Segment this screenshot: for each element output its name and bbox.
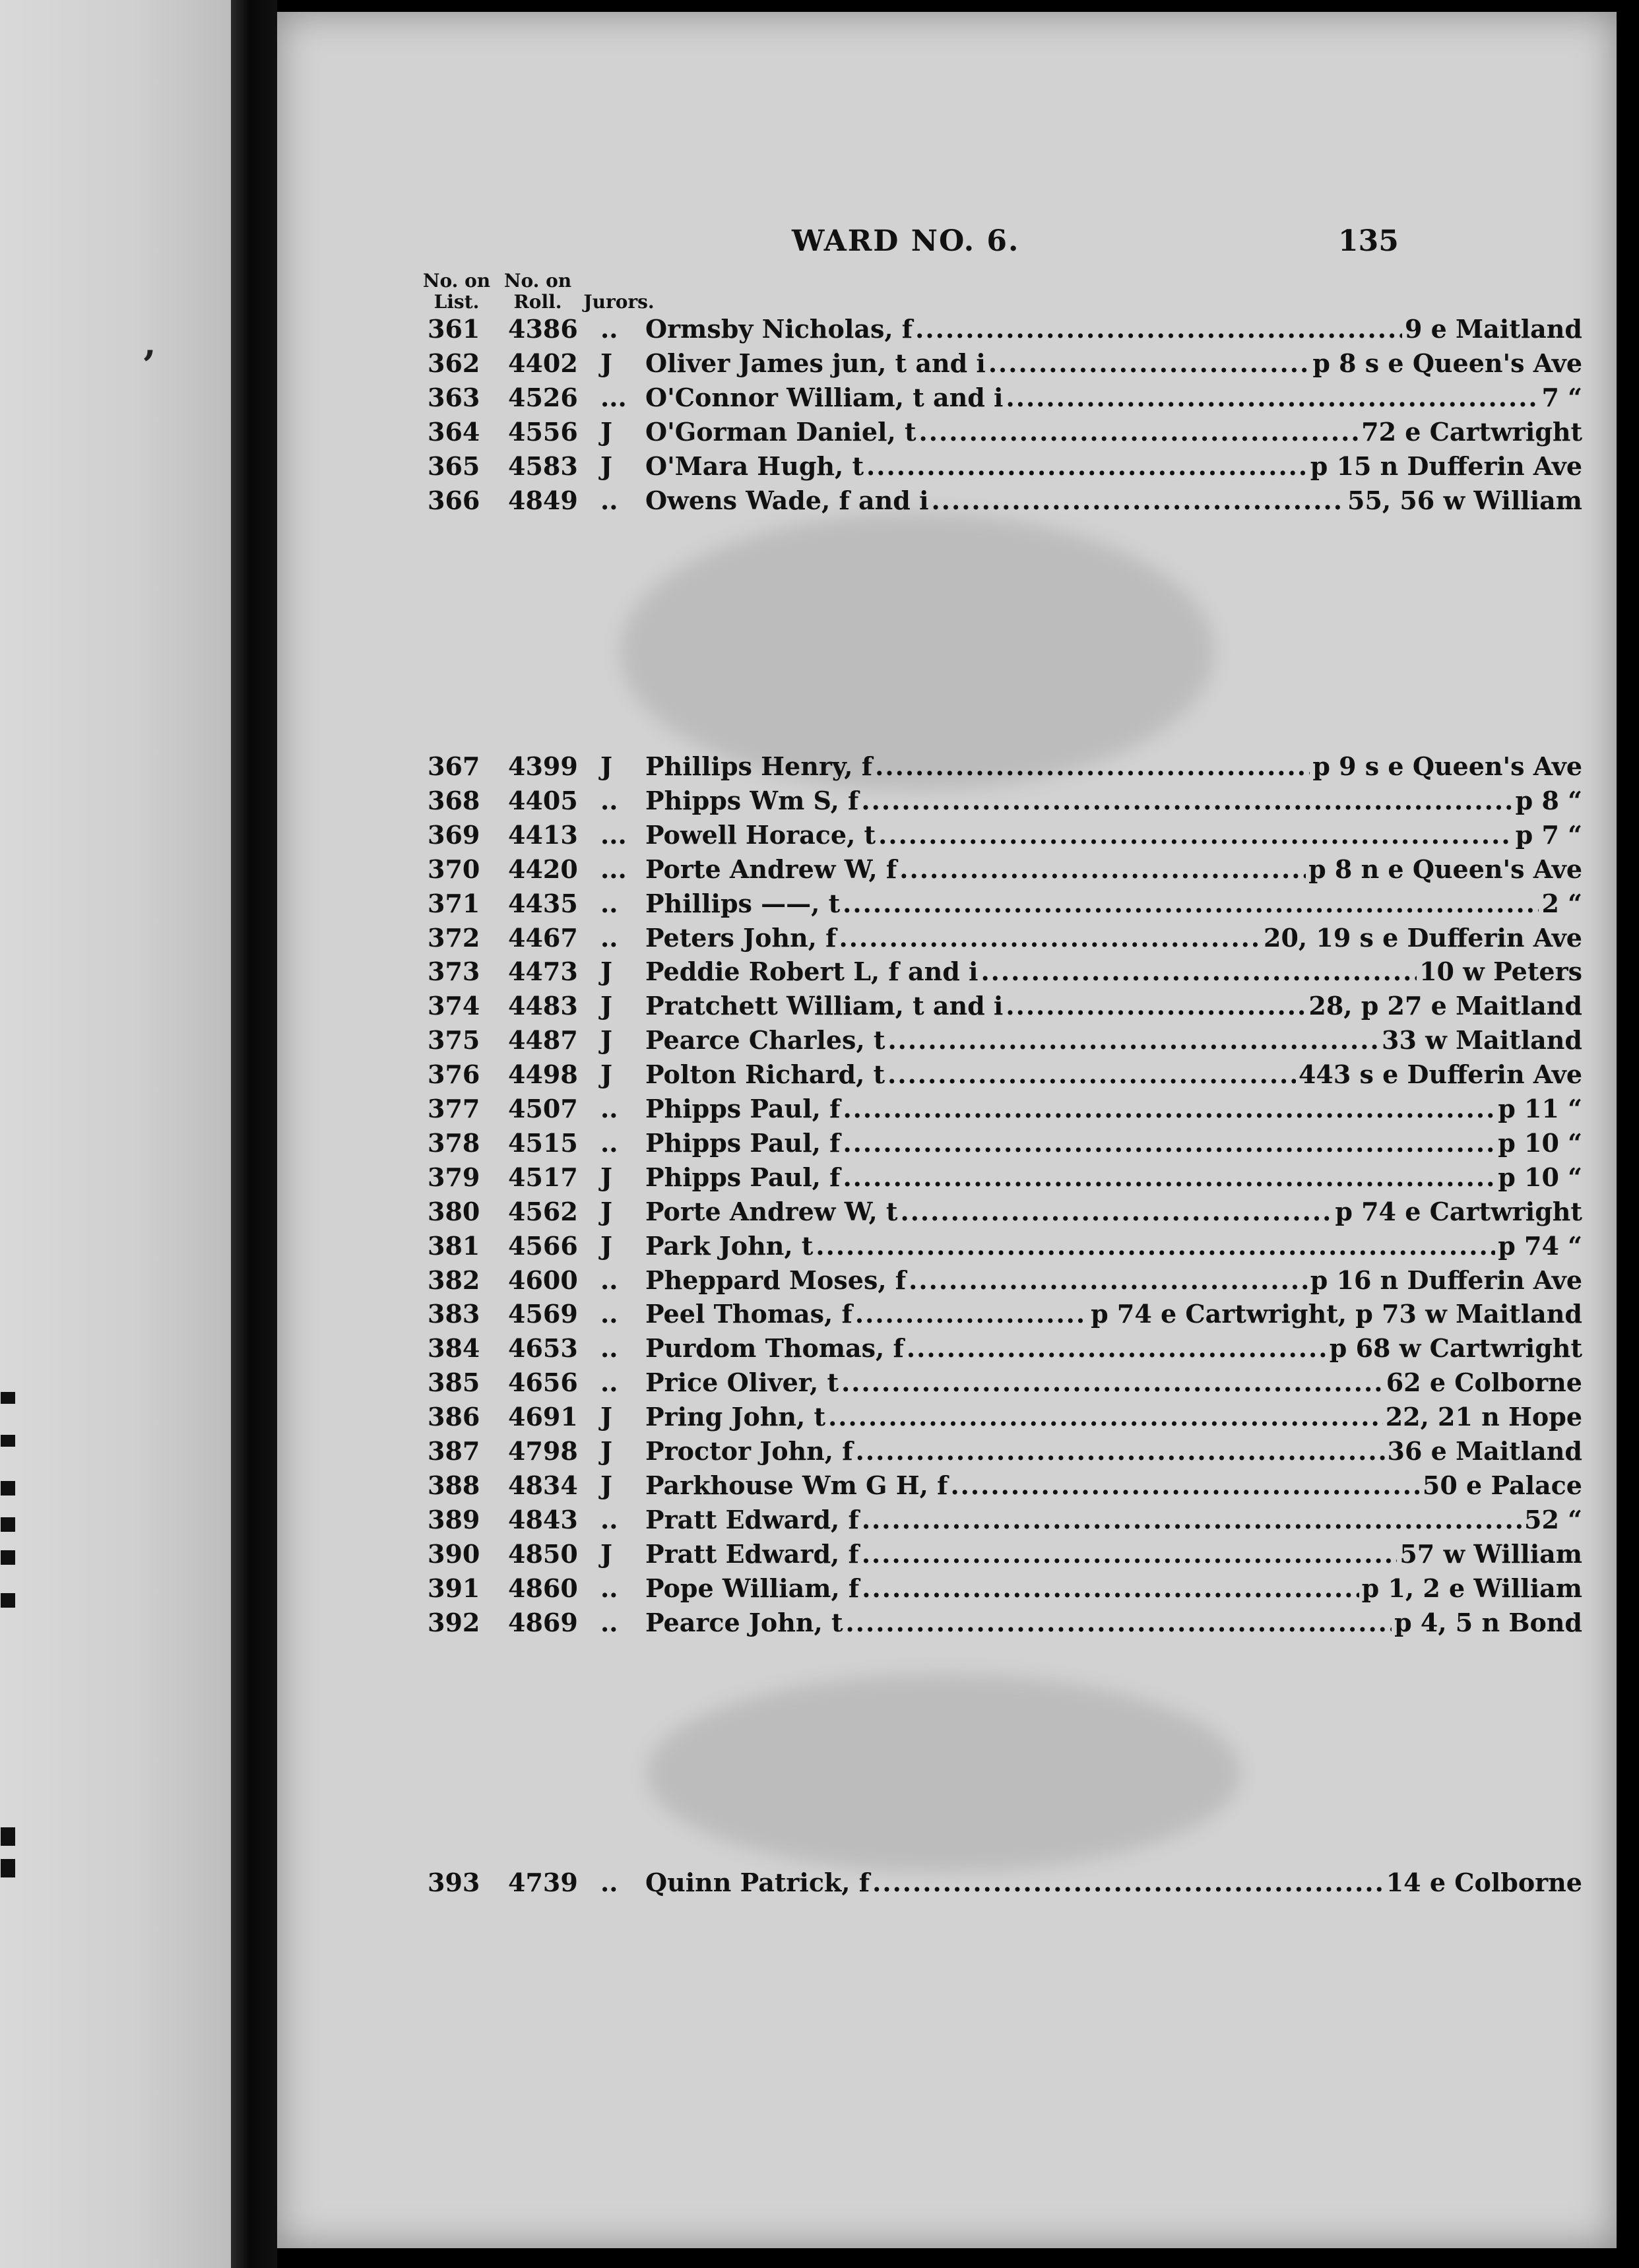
entry-text bbox=[645, 784, 1582, 818]
leader-dots bbox=[919, 415, 1359, 449]
leader-dots bbox=[846, 1606, 1392, 1640]
juror-mark: J bbox=[600, 751, 612, 781]
list-number: 364 bbox=[428, 416, 480, 447]
entry-text bbox=[645, 1263, 1582, 1298]
list-entry-row bbox=[277, 1297, 1617, 1331]
margin-mark bbox=[1, 1392, 15, 1404]
leader-dots bbox=[980, 955, 1417, 989]
list-number: 392 bbox=[428, 1607, 480, 1637]
entry-text bbox=[645, 818, 1582, 852]
person-name: Pheppard Moses, f bbox=[645, 1265, 907, 1295]
property-address: 55, 56 w William bbox=[1347, 485, 1582, 515]
leader-dots bbox=[988, 346, 1310, 381]
list-entry-row bbox=[277, 1331, 1617, 1366]
person-name: Peters John, f bbox=[645, 922, 837, 953]
column-header-roll: No. on Roll. bbox=[503, 270, 572, 313]
juror-mark: .. bbox=[600, 1573, 618, 1603]
list-entry-row bbox=[277, 921, 1617, 955]
roll-number: 4843 bbox=[508, 1504, 578, 1534]
list-number: 376 bbox=[428, 1059, 480, 1090]
property-address: 14 e Colborne bbox=[1386, 1868, 1582, 1897]
juror-mark: .. bbox=[600, 1868, 618, 1897]
roll-number: 4569 bbox=[508, 1299, 578, 1329]
property-address: 52 “ bbox=[1524, 1504, 1582, 1534]
roll-number: 4850 bbox=[508, 1538, 578, 1569]
person-name: Owens Wade, f and i bbox=[645, 485, 929, 515]
property-address: p 8 “ bbox=[1515, 785, 1582, 815]
property-address: 10 w Peters bbox=[1419, 957, 1582, 987]
entry-text bbox=[645, 1866, 1582, 1900]
list-entry-row bbox=[277, 818, 1617, 852]
list-entry-row bbox=[277, 1263, 1617, 1298]
leader-dots bbox=[856, 1434, 1385, 1468]
leader-dots bbox=[878, 818, 1513, 852]
person-name: Peddie Robert L, f and i bbox=[645, 957, 979, 987]
juror-mark: J bbox=[600, 1059, 612, 1090]
person-name: Quinn Patrick, f bbox=[645, 1868, 870, 1897]
property-address: p 8 s e Queen's Ave bbox=[1312, 348, 1582, 378]
list-entry-row bbox=[277, 1160, 1617, 1195]
list-entry-row bbox=[277, 1092, 1617, 1126]
leader-dots bbox=[866, 449, 1308, 484]
list-number: 388 bbox=[428, 1470, 480, 1500]
property-address: p 74 “ bbox=[1498, 1230, 1582, 1261]
roll-number: 4526 bbox=[508, 382, 578, 412]
juror-mark: J bbox=[600, 1436, 612, 1466]
entry-text bbox=[645, 484, 1582, 518]
entry-text bbox=[645, 346, 1582, 381]
roll-number: 4399 bbox=[508, 751, 578, 781]
person-name: Pratchett William, t and i bbox=[645, 991, 1004, 1021]
juror-mark: .. bbox=[600, 922, 618, 953]
margin-mark bbox=[1, 1859, 15, 1877]
page-number: 135 bbox=[1338, 224, 1399, 258]
juror-mark: .. bbox=[600, 1607, 618, 1637]
entry-text bbox=[645, 381, 1582, 415]
person-name: Proctor John, f bbox=[645, 1436, 853, 1466]
list-number: 385 bbox=[428, 1368, 480, 1398]
person-name: Phipps Wm S, f bbox=[645, 785, 859, 815]
entry-text bbox=[645, 955, 1582, 989]
list-number: 390 bbox=[428, 1538, 480, 1569]
entry-text bbox=[645, 415, 1582, 449]
roll-number: 4405 bbox=[508, 785, 578, 815]
roll-number: 4515 bbox=[508, 1127, 578, 1158]
list-number: 370 bbox=[428, 854, 480, 884]
leader-dots bbox=[900, 1195, 1332, 1229]
person-name: Phillips ——, t bbox=[645, 888, 841, 918]
property-address: p 11 “ bbox=[1498, 1094, 1582, 1123]
list-entry-row bbox=[277, 955, 1617, 989]
entry-text bbox=[645, 1434, 1582, 1468]
juror-mark: .. bbox=[600, 485, 618, 515]
list-entry-row bbox=[277, 1571, 1617, 1606]
list-entry-row bbox=[277, 1057, 1617, 1092]
juror-mark: .. bbox=[600, 1265, 618, 1295]
list-number: 389 bbox=[428, 1504, 480, 1534]
leader-dots bbox=[915, 312, 1402, 346]
list-number: 362 bbox=[428, 348, 480, 378]
entry-text bbox=[645, 1331, 1582, 1366]
property-address: 50 e Palace bbox=[1422, 1470, 1582, 1500]
property-address: p 10 “ bbox=[1498, 1127, 1582, 1158]
list-entry-row bbox=[277, 312, 1617, 346]
entry-text bbox=[645, 1092, 1582, 1126]
juror-mark: J bbox=[600, 1538, 612, 1569]
list-entry-row bbox=[277, 1468, 1617, 1503]
leader-dots bbox=[950, 1468, 1419, 1503]
list-number: 369 bbox=[428, 819, 480, 850]
roll-number: 4739 bbox=[508, 1868, 578, 1897]
roll-number: 4517 bbox=[508, 1162, 578, 1192]
entry-text bbox=[645, 1571, 1582, 1606]
list-number: 380 bbox=[428, 1196, 480, 1226]
list-number: 387 bbox=[428, 1436, 480, 1466]
property-address: 20, 19 s e Dufferin Ave bbox=[1264, 922, 1582, 953]
margin-mark bbox=[1, 1435, 15, 1447]
list-entry-row bbox=[277, 1606, 1617, 1640]
binding-thread-mark: ʼ bbox=[141, 343, 155, 389]
list-number: 367 bbox=[428, 751, 480, 781]
entry-text bbox=[645, 1400, 1582, 1434]
person-name: Pratt Edward, f bbox=[645, 1504, 859, 1534]
property-address: 443 s e Dufferin Ave bbox=[1298, 1059, 1582, 1090]
list-entry-row bbox=[277, 749, 1617, 784]
list-entry-row bbox=[277, 346, 1617, 381]
leader-dots bbox=[932, 484, 1345, 518]
roll-number: 4869 bbox=[508, 1607, 578, 1637]
left-page-edge bbox=[0, 0, 231, 2268]
entry-text bbox=[645, 1229, 1582, 1263]
list-entry-row bbox=[277, 1126, 1617, 1160]
leader-dots bbox=[828, 1400, 1383, 1434]
leader-dots bbox=[862, 1503, 1522, 1537]
roll-number: 4860 bbox=[508, 1573, 578, 1603]
entry-text bbox=[645, 1468, 1582, 1503]
column-header-jurors: Jurors. bbox=[583, 291, 655, 313]
property-address: 62 e Colborne bbox=[1386, 1368, 1582, 1398]
roll-number: 4402 bbox=[508, 348, 578, 378]
roll-number: 4507 bbox=[508, 1094, 578, 1123]
juror-mark: ... bbox=[600, 854, 627, 884]
roll-number: 4473 bbox=[508, 957, 578, 987]
list-entry-row bbox=[277, 989, 1617, 1023]
juror-mark: J bbox=[600, 1470, 612, 1500]
juror-mark: .. bbox=[600, 1504, 618, 1534]
juror-mark: .. bbox=[600, 888, 618, 918]
juror-mark: J bbox=[600, 1196, 612, 1226]
list-number: 366 bbox=[428, 485, 480, 515]
column-header-list: No. on List. bbox=[422, 270, 491, 313]
leader-dots bbox=[887, 1057, 1296, 1092]
property-address: 72 e Cartwright bbox=[1361, 416, 1582, 447]
list-number: 391 bbox=[428, 1573, 480, 1603]
entry-text bbox=[645, 1606, 1582, 1640]
juror-mark: .. bbox=[600, 314, 618, 344]
roll-number: 4798 bbox=[508, 1436, 578, 1466]
list-entry-row bbox=[277, 1023, 1617, 1057]
leader-dots bbox=[872, 1866, 1384, 1900]
roll-number: 4562 bbox=[508, 1196, 578, 1226]
juror-mark: ... bbox=[600, 382, 627, 412]
person-name: Phipps Paul, f bbox=[645, 1094, 841, 1123]
property-address: p 9 s e Queen's Ave bbox=[1312, 751, 1582, 781]
list-number: 361 bbox=[428, 314, 480, 344]
list-number: 372 bbox=[428, 922, 480, 953]
list-entry-row bbox=[277, 1866, 1617, 1900]
person-name: Peel Thomas, f bbox=[645, 1299, 852, 1329]
juror-mark: J bbox=[600, 1230, 612, 1261]
juror-mark: J bbox=[600, 957, 612, 987]
list-number: 373 bbox=[428, 957, 480, 987]
juror-mark: .. bbox=[600, 1299, 618, 1329]
roll-number: 4656 bbox=[508, 1368, 578, 1398]
list-number: 378 bbox=[428, 1127, 480, 1158]
juror-mark: J bbox=[600, 1162, 612, 1192]
list-number: 379 bbox=[428, 1162, 480, 1192]
list-number: 381 bbox=[428, 1230, 480, 1261]
margin-mark bbox=[1, 1550, 15, 1565]
book-gutter bbox=[231, 0, 277, 2268]
list-entry-row bbox=[277, 1537, 1617, 1571]
bleed-through-stain bbox=[620, 513, 1214, 790]
leader-dots bbox=[1006, 381, 1539, 415]
margin-mark bbox=[1, 1593, 15, 1608]
roll-number: 4849 bbox=[508, 485, 578, 515]
leader-dots bbox=[1006, 989, 1306, 1023]
margin-mark bbox=[1, 1517, 15, 1532]
person-name: Price Oliver, t bbox=[645, 1368, 839, 1398]
juror-mark: J bbox=[600, 991, 612, 1021]
list-number: 374 bbox=[428, 991, 480, 1021]
entry-text bbox=[645, 1023, 1582, 1057]
leader-dots bbox=[862, 1571, 1359, 1606]
list-entry-row bbox=[277, 484, 1617, 518]
page-title: WARD NO. 6. bbox=[792, 224, 1020, 258]
property-address: p 68 w Cartwright bbox=[1329, 1333, 1582, 1364]
roll-number: 4556 bbox=[508, 416, 578, 447]
roll-number: 4386 bbox=[508, 314, 578, 344]
leader-dots bbox=[907, 1331, 1327, 1366]
list-entry-row bbox=[277, 1229, 1617, 1263]
list-number: 375 bbox=[428, 1025, 480, 1055]
juror-mark: .. bbox=[600, 1094, 618, 1123]
person-name: Pearce John, t bbox=[645, 1607, 843, 1637]
person-name: Park John, t bbox=[645, 1230, 814, 1261]
list-entry-row bbox=[277, 381, 1617, 415]
leader-dots bbox=[816, 1229, 1495, 1263]
person-name: O'Gorman Daniel, t bbox=[645, 416, 916, 447]
leader-dots bbox=[899, 852, 1306, 887]
roll-number: 4566 bbox=[508, 1230, 578, 1261]
entry-text bbox=[645, 1195, 1582, 1229]
list-number: 382 bbox=[428, 1265, 480, 1295]
leader-dots bbox=[843, 1160, 1495, 1195]
leader-dots bbox=[843, 1126, 1495, 1160]
person-name: Ormsby Nicholas, f bbox=[645, 314, 913, 344]
margin-mark bbox=[1, 1481, 15, 1496]
juror-mark: .. bbox=[600, 1333, 618, 1364]
entry-text bbox=[645, 887, 1582, 921]
roll-number: 4467 bbox=[508, 922, 578, 953]
property-address: 57 w William bbox=[1399, 1538, 1582, 1569]
leader-dots bbox=[841, 1366, 1384, 1400]
juror-mark: .. bbox=[600, 785, 618, 815]
property-address: p 4, 5 n Bond bbox=[1394, 1607, 1582, 1637]
list-number: 393 bbox=[428, 1868, 480, 1897]
bleed-through-stain bbox=[647, 1674, 1240, 1872]
leader-dots bbox=[861, 784, 1512, 818]
list-entry-row bbox=[277, 1195, 1617, 1229]
juror-mark: J bbox=[600, 416, 612, 447]
entry-text bbox=[645, 1503, 1582, 1537]
roll-number: 4487 bbox=[508, 1025, 578, 1055]
juror-mark: .. bbox=[600, 1127, 618, 1158]
property-address: p 74 e Cartwright, p 73 w Maitland bbox=[1091, 1299, 1582, 1329]
leader-dots bbox=[843, 1092, 1495, 1126]
entry-text bbox=[645, 1366, 1582, 1400]
property-address: p 16 n Dufferin Ave bbox=[1310, 1265, 1582, 1295]
entry-text bbox=[645, 1057, 1582, 1092]
person-name: Porte Andrew W, f bbox=[645, 854, 897, 884]
person-name: Powell Horace, t bbox=[645, 819, 876, 850]
margin-mark bbox=[1, 1827, 15, 1846]
list-number: 368 bbox=[428, 785, 480, 815]
document-page bbox=[277, 12, 1617, 2248]
property-address: 7 “ bbox=[1541, 382, 1582, 412]
leader-dots bbox=[843, 887, 1539, 921]
property-address: 33 w Maitland bbox=[1382, 1025, 1582, 1055]
leader-dots bbox=[839, 921, 1262, 955]
person-name: Oliver James jun, t and i bbox=[645, 348, 986, 378]
list-number: 371 bbox=[428, 888, 480, 918]
roll-number: 4583 bbox=[508, 451, 578, 481]
list-entry-row bbox=[277, 852, 1617, 887]
person-name: Pope William, f bbox=[645, 1573, 860, 1603]
entry-text bbox=[645, 749, 1582, 784]
juror-mark: ... bbox=[600, 819, 627, 850]
roll-number: 4435 bbox=[508, 888, 578, 918]
person-name: Parkhouse Wm G H, f bbox=[645, 1470, 948, 1500]
roll-number: 4483 bbox=[508, 991, 578, 1021]
property-address: 22, 21 n Hope bbox=[1385, 1402, 1582, 1432]
list-entry-row bbox=[277, 784, 1617, 818]
entry-text bbox=[645, 989, 1582, 1023]
property-address: p 74 e Cartwright bbox=[1335, 1196, 1582, 1226]
entry-text bbox=[645, 449, 1582, 484]
juror-mark: J bbox=[600, 1402, 612, 1432]
juror-mark: J bbox=[600, 451, 612, 481]
leader-dots bbox=[855, 1297, 1088, 1331]
property-address: 9 e Maitland bbox=[1404, 314, 1582, 344]
page-header bbox=[277, 224, 1617, 270]
list-entry-row bbox=[277, 1503, 1617, 1537]
person-name: Porte Andrew W, t bbox=[645, 1196, 898, 1226]
list-entry-row bbox=[277, 1366, 1617, 1400]
entry-text bbox=[645, 312, 1582, 346]
roll-number: 4413 bbox=[508, 819, 578, 850]
person-name: Phillips Henry, f bbox=[645, 751, 873, 781]
list-entry-row bbox=[277, 449, 1617, 484]
person-name: Polton Richard, t bbox=[645, 1059, 885, 1090]
list-entry-row bbox=[277, 887, 1617, 921]
roll-number: 4498 bbox=[508, 1059, 578, 1090]
list-number: 377 bbox=[428, 1094, 480, 1123]
list-number: 384 bbox=[428, 1333, 480, 1364]
roll-number: 4834 bbox=[508, 1470, 578, 1500]
person-name: Pring John, t bbox=[645, 1402, 826, 1432]
roll-number: 4691 bbox=[508, 1402, 578, 1432]
leader-dots bbox=[862, 1537, 1398, 1571]
entry-text bbox=[645, 1126, 1582, 1160]
list-number: 383 bbox=[428, 1299, 480, 1329]
entry-text bbox=[645, 1297, 1582, 1331]
property-address: p 1, 2 e William bbox=[1361, 1573, 1582, 1603]
list-number: 365 bbox=[428, 451, 480, 481]
property-address: 36 e Maitland bbox=[1387, 1436, 1582, 1466]
person-name: Phipps Paul, f bbox=[645, 1162, 841, 1192]
person-name: Purdom Thomas, f bbox=[645, 1333, 904, 1364]
juror-mark: .. bbox=[600, 1368, 618, 1398]
leader-dots bbox=[887, 1023, 1379, 1057]
list-number: 386 bbox=[428, 1402, 480, 1432]
entry-text bbox=[645, 1160, 1582, 1195]
entry-text bbox=[645, 921, 1582, 955]
person-name: O'Mara Hugh, t bbox=[645, 451, 864, 481]
roll-number: 4653 bbox=[508, 1333, 578, 1364]
property-address: p 10 “ bbox=[1498, 1162, 1582, 1192]
roll-number: 4600 bbox=[508, 1265, 578, 1295]
property-address: 28, p 27 e Maitland bbox=[1308, 991, 1582, 1021]
property-address: p 7 “ bbox=[1515, 819, 1582, 850]
juror-mark: J bbox=[600, 348, 612, 378]
leader-dots bbox=[875, 749, 1310, 784]
leader-dots bbox=[909, 1263, 1308, 1298]
property-address: 2 “ bbox=[1541, 888, 1582, 918]
person-name: Pratt Edward, f bbox=[645, 1538, 859, 1569]
person-name: Phipps Paul, f bbox=[645, 1127, 841, 1158]
person-name: O'Connor William, t and i bbox=[645, 382, 1004, 412]
list-entry-row bbox=[277, 1434, 1617, 1468]
roll-number: 4420 bbox=[508, 854, 578, 884]
property-address: p 15 n Dufferin Ave bbox=[1310, 451, 1582, 481]
list-entry-row bbox=[277, 415, 1617, 449]
property-address: p 8 n e Queen's Ave bbox=[1308, 854, 1582, 884]
list-number: 363 bbox=[428, 382, 480, 412]
list-entry-row bbox=[277, 1400, 1617, 1434]
entry-text bbox=[645, 1537, 1582, 1571]
entry-text bbox=[645, 852, 1582, 887]
juror-mark: J bbox=[600, 1025, 612, 1055]
person-name: Pearce Charles, t bbox=[645, 1025, 885, 1055]
